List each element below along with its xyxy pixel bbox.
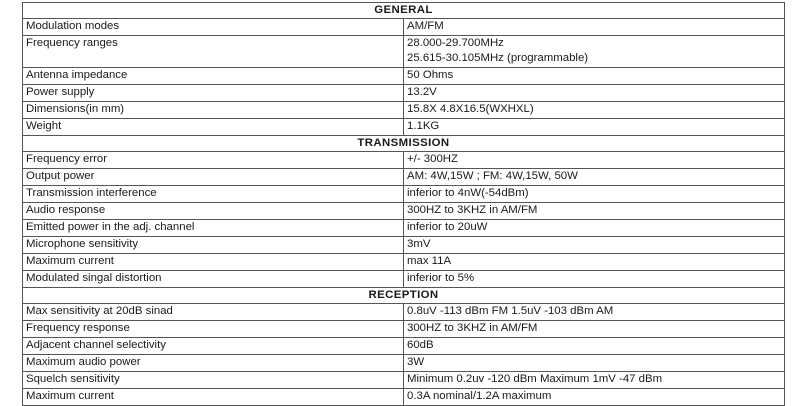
section-title: GENERAL bbox=[23, 3, 785, 19]
spec-value-line: 0.3A nominal/1.2A maximum bbox=[407, 390, 552, 402]
spec-row bbox=[23, 321, 785, 338]
spec-value bbox=[404, 36, 785, 68]
section-header-row bbox=[23, 136, 785, 152]
spec-value bbox=[404, 119, 785, 136]
spec-value bbox=[404, 254, 785, 271]
spec-value-line: 25.615-30.105MHz (programmable) bbox=[407, 52, 589, 64]
spec-row bbox=[23, 68, 785, 85]
section-header-row bbox=[23, 3, 785, 19]
spec-label: Maximum current bbox=[23, 389, 404, 406]
spec-row bbox=[23, 186, 785, 203]
spec-value-line: 3W bbox=[407, 356, 425, 368]
spec-row bbox=[23, 119, 785, 136]
spec-value-line: 300HZ to 3KHZ in AM/FM bbox=[407, 204, 538, 216]
spec-value-line: 13.2V bbox=[407, 86, 437, 98]
spec-value bbox=[404, 85, 785, 102]
spec-row bbox=[23, 271, 785, 288]
spec-value bbox=[404, 271, 785, 288]
spec-label: Transmission interference bbox=[23, 186, 404, 203]
spec-value-line: Minimum 0.2uv -120 dBm Maximum 1mV -47 dBm bbox=[407, 373, 663, 385]
spec-row bbox=[23, 102, 785, 119]
spec-table bbox=[22, 2, 785, 406]
spec-value bbox=[404, 372, 785, 389]
spec-label: Maximum current bbox=[23, 254, 404, 271]
spec-value bbox=[404, 19, 785, 36]
spec-value-line: max 11A bbox=[407, 255, 452, 267]
spec-row bbox=[23, 19, 785, 36]
spec-row bbox=[23, 169, 785, 186]
spec-label: Audio response bbox=[23, 203, 404, 220]
spec-value bbox=[404, 220, 785, 237]
spec-label: Frequency response bbox=[23, 321, 404, 338]
spec-row bbox=[23, 237, 785, 254]
spec-value-line: inferior to 5% bbox=[407, 272, 475, 284]
spec-value bbox=[404, 355, 785, 372]
spec-row bbox=[23, 389, 785, 406]
spec-value bbox=[404, 203, 785, 220]
section-header-row bbox=[23, 288, 785, 304]
spec-label: Emitted power in the adj. channel bbox=[23, 220, 404, 237]
spec-table-body bbox=[23, 3, 785, 406]
spec-value bbox=[404, 68, 785, 85]
spec-label: Frequency error bbox=[23, 152, 404, 169]
spec-value bbox=[404, 169, 785, 186]
spec-label: Power supply bbox=[23, 85, 404, 102]
spec-value-line: 50 Ohms bbox=[407, 69, 454, 81]
spec-value-line: 3mV bbox=[407, 238, 431, 250]
spec-value bbox=[404, 237, 785, 254]
spec-value bbox=[404, 102, 785, 119]
spec-label: Modulated singal distortion bbox=[23, 271, 404, 288]
spec-label: Squelch sensitivity bbox=[23, 372, 404, 389]
spec-value bbox=[404, 321, 785, 338]
spec-value-line: 0.8uV -113 dBm FM 1.5uV -103 dBm AM bbox=[407, 305, 614, 317]
spec-row bbox=[23, 85, 785, 102]
spec-value-line: inferior to 4nW(-54dBm) bbox=[407, 187, 529, 199]
spec-value bbox=[404, 152, 785, 169]
spec-value-line: +/- 300HZ bbox=[407, 153, 458, 165]
section-title: TRANSMISSION bbox=[23, 136, 785, 152]
spec-row bbox=[23, 304, 785, 321]
spec-label: Dimensions(in mm) bbox=[23, 102, 404, 119]
spec-row bbox=[23, 36, 785, 68]
spec-value-line: inferior to 20uW bbox=[407, 221, 488, 233]
spec-value-line: 60dB bbox=[407, 339, 434, 351]
spec-row bbox=[23, 254, 785, 271]
spec-value bbox=[404, 304, 785, 321]
spec-row bbox=[23, 355, 785, 372]
spec-label: Microphone sensitivity bbox=[23, 237, 404, 254]
spec-label: Antenna impedance bbox=[23, 68, 404, 85]
spec-value-line: 28.000-29.700MHz bbox=[407, 37, 504, 49]
spec-label: Frequency ranges bbox=[23, 36, 404, 68]
spec-label: Max sensitivity at 20dB sinad bbox=[23, 304, 404, 321]
spec-value bbox=[404, 389, 785, 406]
spec-row bbox=[23, 220, 785, 237]
spec-row bbox=[23, 152, 785, 169]
spec-value bbox=[404, 186, 785, 203]
spec-value-line: AM/FM bbox=[407, 20, 444, 32]
spec-value-line: 1.1KG bbox=[407, 120, 440, 132]
spec-label: Adjacent channel selectivity bbox=[23, 338, 404, 355]
spec-label: Weight bbox=[23, 119, 404, 136]
spec-row bbox=[23, 338, 785, 355]
section-title: RECEPTION bbox=[23, 288, 785, 304]
spec-label: Modulation modes bbox=[23, 19, 404, 36]
spec-value-line: AM: 4W,15W ; FM: 4W,15W, 50W bbox=[407, 170, 578, 182]
spec-row bbox=[23, 372, 785, 389]
spec-row bbox=[23, 203, 785, 220]
spec-value-line: 300HZ to 3KHZ in AM/FM bbox=[407, 322, 538, 334]
spec-label: Maximum audio power bbox=[23, 355, 404, 372]
spec-value bbox=[404, 338, 785, 355]
spec-value-line: 15.8X 4.8X16.5(WXHXL) bbox=[407, 103, 534, 115]
spec-label: Output power bbox=[23, 169, 404, 186]
